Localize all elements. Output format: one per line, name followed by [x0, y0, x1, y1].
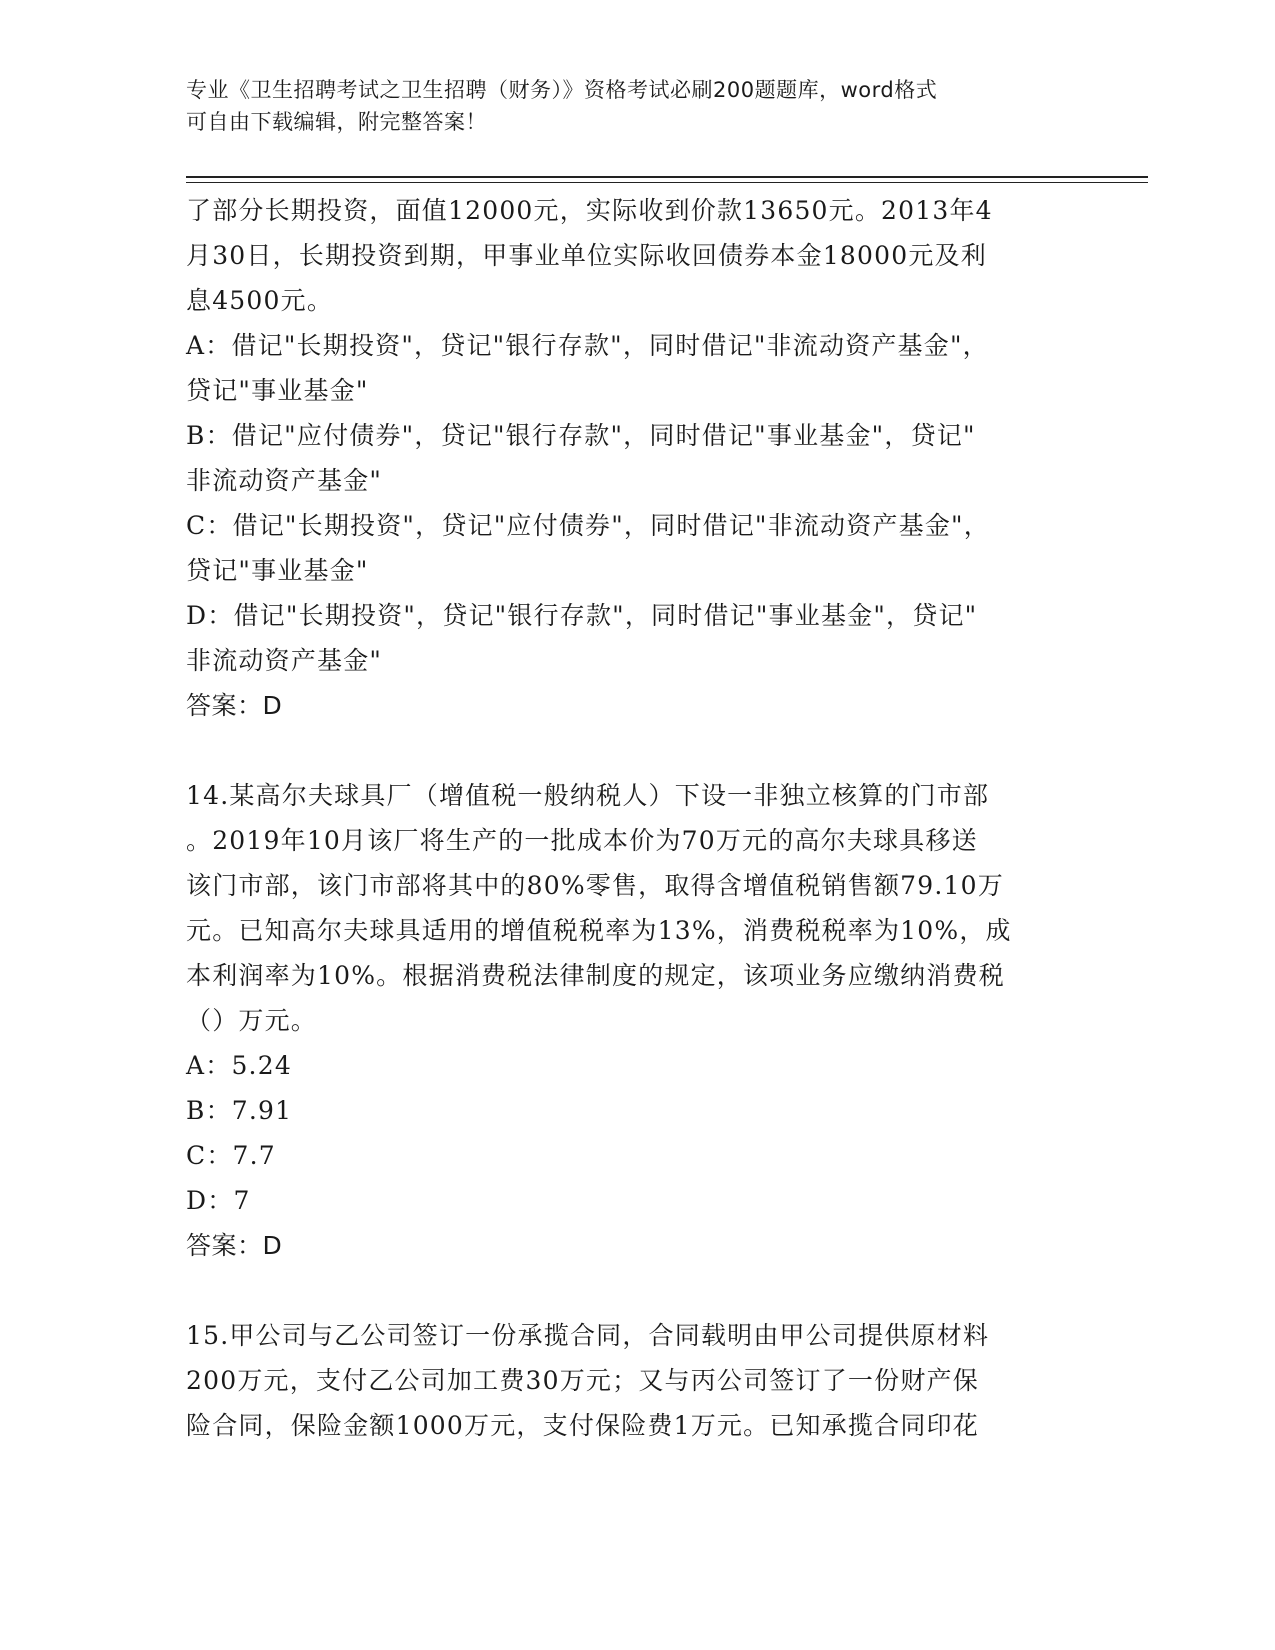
option-c-line-1: C：借记"长期投资"，贷记"应付债券"，同时借记"非流动资产基金"，	[186, 511, 990, 540]
question-text-line: 200万元，支付乙公司加工费30万元；又与丙公司签订了一份财产保	[186, 1366, 979, 1395]
question-text-line: 了部分长期投资，面值12000元，实际收到价款13650元。2013年4	[186, 196, 993, 225]
question-13	[186, 188, 1086, 728]
question-text-line: 15.甲公司与乙公司签订一份承揽合同，合同载明由甲公司提供原材料	[186, 1321, 990, 1350]
header-divider-thin	[186, 182, 1148, 183]
question-text-line: 月30日，长期投资到期，甲事业单位实际收回债券本金18000元及利	[186, 241, 987, 270]
option-b-line-2: 非流动资产基金"	[186, 466, 383, 495]
option-b: B：7.91	[186, 1096, 293, 1125]
header-title-line-2: 可自由下载编辑，附完整答案！	[186, 110, 487, 134]
document-header	[186, 74, 1066, 138]
question-text-line: 。2019年10月该厂将生产的一批成本价为70万元的高尔夫球具移送	[186, 826, 978, 855]
option-d-line-2: 非流动资产基金"	[186, 646, 383, 675]
spacer	[186, 728, 1086, 773]
document-body	[186, 188, 1086, 1448]
option-a: A：5.24	[186, 1051, 292, 1080]
question-text-line: 本利润率为10%。根据消费税法律制度的规定，该项业务应缴纳消费税	[186, 961, 1005, 990]
question-text-line: （）万元。	[186, 1006, 318, 1035]
answer: 答案：D	[186, 691, 283, 720]
option-c: C：7.7	[186, 1141, 276, 1170]
question-text-line: 14.某高尔夫球具厂（增值税一般纳税人）下设一非独立核算的门市部	[186, 781, 990, 810]
option-d: D：7	[186, 1186, 251, 1215]
spacer	[186, 1268, 1086, 1313]
question-text-line: 该门市部，该门市部将其中的80%零售，取得含增值税销售额79.10万	[186, 871, 1004, 900]
question-text-line: 险合同，保险金额1000万元，支付保险费1万元。已知承揽合同印花	[186, 1411, 979, 1440]
question-text-line: 元。已知高尔夫球具适用的增值税税率为13%，消费税税率为10%，成	[186, 916, 1012, 945]
question-14	[186, 773, 1086, 1268]
option-a-line-1: A：借记"长期投资"，贷记"银行存款"，同时借记"非流动资产基金"，	[186, 331, 989, 360]
answer: 答案：D	[186, 1231, 283, 1260]
header-title-line-1: 专业《卫生招聘考试之卫生招聘（财务）》资格考试必刷200题题库，word格式	[186, 78, 938, 102]
question-15	[186, 1313, 1086, 1448]
option-c-line-2: 贷记"事业基金"	[186, 556, 369, 585]
header-divider-thick	[186, 176, 1148, 178]
question-text-line: 息4500元。	[186, 286, 334, 315]
option-d-line-1: D：借记"长期投资"，贷记"银行存款"，同时借记"事业基金"，贷记"	[186, 601, 978, 630]
option-a-line-2: 贷记"事业基金"	[186, 376, 369, 405]
option-b-line-1: B：借记"应付债券"，贷记"银行存款"，同时借记"事业基金"，贷记"	[186, 421, 976, 450]
